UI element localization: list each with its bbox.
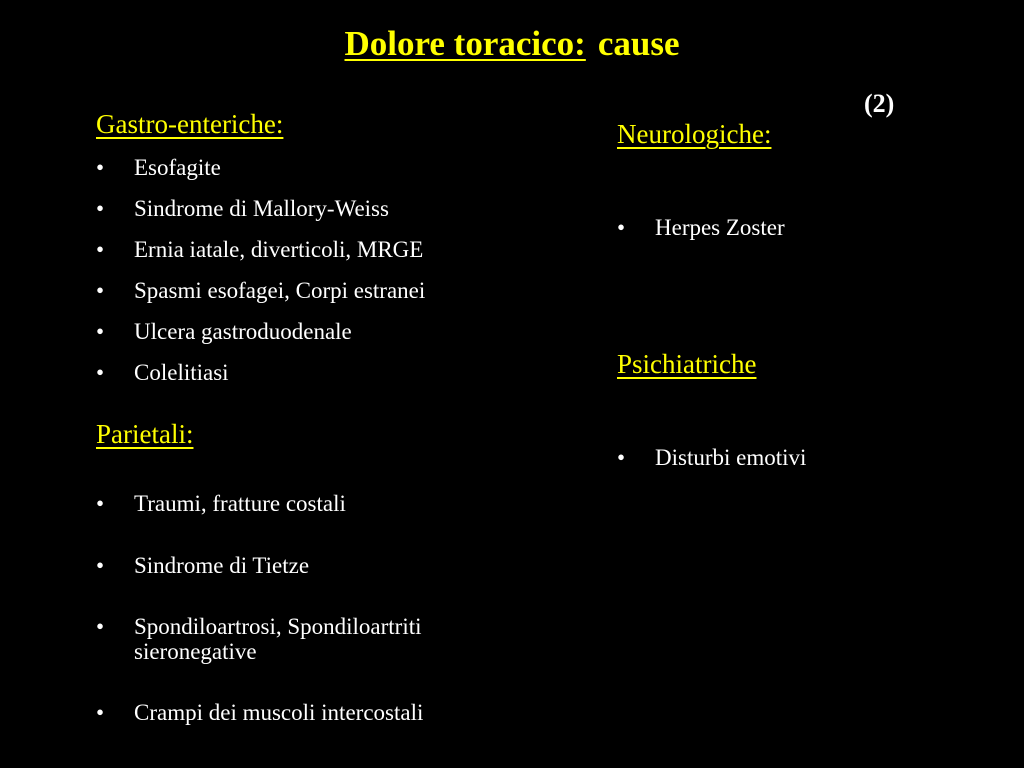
heading-gastro: Gastro-enteriche: [96,109,284,139]
title-sub: cause [597,24,680,63]
bullet: • [96,614,105,639]
bullet: • [617,445,626,470]
bullet: • [96,155,105,180]
bullet: • [96,278,105,303]
bullet: • [96,491,105,516]
bullet: • [96,237,105,262]
bullet: • [96,196,105,221]
bullet: • [96,553,105,578]
bullet: • [96,319,105,344]
slide-title [0,24,1024,64]
bullet: • [617,215,626,240]
heading-parietali: Parietali: [96,419,194,449]
heading-neurologiche: Neurologiche: [617,119,772,149]
bullet: • [96,700,105,725]
heading-psichiatriche: Psichiatriche [617,349,757,379]
page-number: (2) [864,89,895,118]
title-main: Dolore toracico: [344,24,586,63]
bullet: • [96,360,105,385]
